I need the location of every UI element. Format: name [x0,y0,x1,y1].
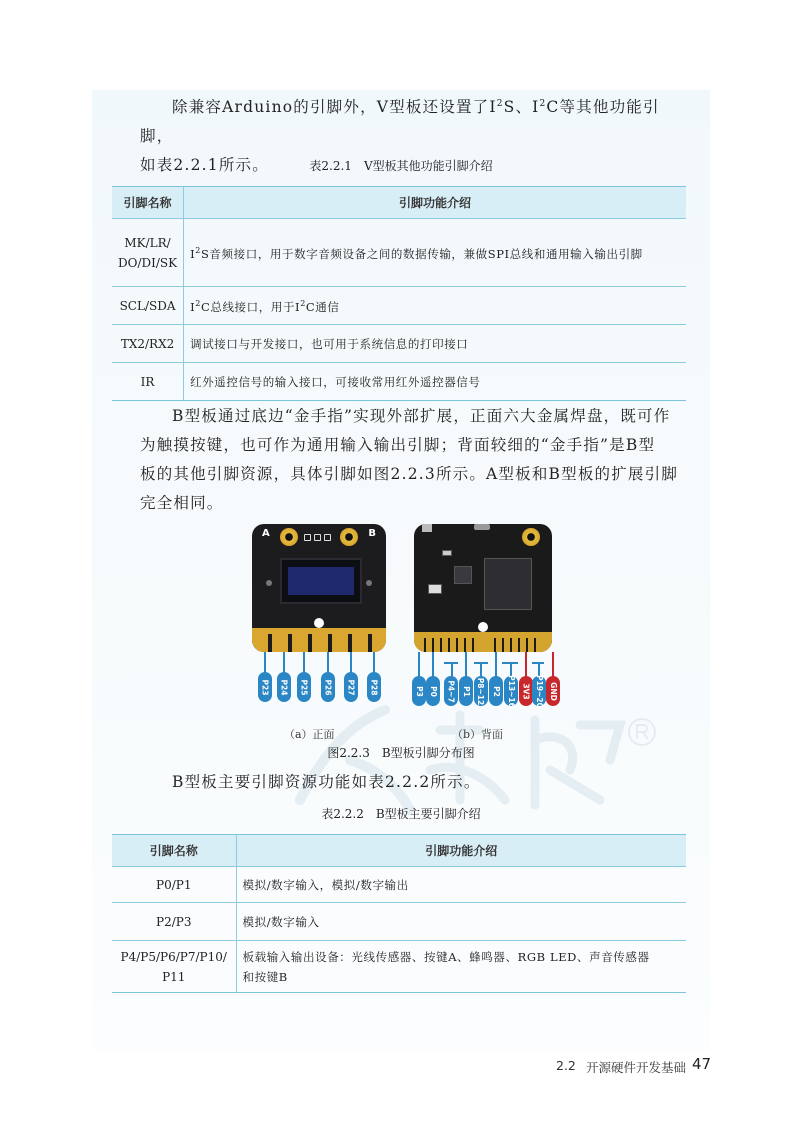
table-row: IR 红外遥控信号的输入接口，可接收常用红外遥控器信号 [112,363,686,401]
table-row: TX2/RX2 调试接口与开发接口，也可用于系统信息的打印接口 [112,325,686,363]
footer-section-title: 开源硬件开发基础 [586,1060,687,1075]
table2-header-name: 引脚名称 [112,835,236,867]
wifi-module [484,558,532,610]
table1-caption: 表2.2.1 V型板其他功能引脚介绍 [309,159,493,173]
pin-label-p1: P1 [459,676,473,706]
table1-header-name: 引脚名称 [112,187,184,219]
footer-section-number: 2.2 [556,1058,576,1073]
board-letter-a: A [262,528,270,539]
oled-display [280,558,362,604]
figure-caption: 图2.2.3 B型板引脚分布图 [327,746,475,760]
pin-label-p8-12: P8~12 [474,676,488,706]
board-front-image [252,524,386,652]
pin-label-p28: P28 [367,672,381,702]
pin-label-p24: P24 [277,672,291,702]
table1-header-desc: 引脚功能介绍 [184,187,686,219]
body-paragraph-table-ref: B型板主要引脚资源功能如表2.2.2所示。 [172,773,481,791]
board-letter-b: B [368,528,376,539]
table-row: SCL/SDA $I^2C$总线接口，用于$I^2C$通信 [112,287,686,325]
table2-caption: 表2.2.2 B型板主要引脚介绍 [321,807,481,821]
pin-label-p23: P23 [258,672,272,702]
pin-label-p26: P26 [321,672,335,702]
pin-label-gnd: GND [546,676,560,706]
board-back-image [414,524,552,652]
table-row: P0/P1 模拟/数字输入，模拟/数字输出 [112,867,686,903]
pin-label-3v3: 3V3 [519,676,533,706]
pin-label-p4-7: P4~7 [444,676,458,706]
pin-label-p3: P3 [412,676,426,706]
touch-pad [280,528,298,546]
pin-label-p19-20: P19~20 [532,676,546,706]
subcaption-back: （b）背面 [452,728,504,741]
page-number: 47 [692,1055,712,1073]
pin-label-p0: P0 [426,676,440,706]
table-row: P2/P3 模拟/数字输入 [112,903,686,941]
pin-label-p2: P2 [489,676,503,706]
table-2-2-2 [112,834,686,993]
table-row: MK/LR/ DO/DI/SK $I^2S$音频接口，用于数字音频设备之间的数据传输，兼做SPI总线和通用输入输出引脚 [112,219,686,287]
pin-label-p25: P25 [297,672,311,702]
subcaption-front: （a）正面 [284,728,335,741]
touch-pad [340,528,358,546]
table-row: P4/P5/P6/P7/P10/ P11 板载输入输出设备：光线传感器、按键A、蜂鸣器、RGB LED、声音传感器 和按键B [112,941,686,993]
figure-2-2-3 [240,520,560,742]
touch-pad [522,528,540,546]
pin-label-p27: P27 [344,672,358,702]
table2-header-desc: 引脚功能介绍 [236,835,686,867]
table-2-2-1 [112,186,686,401]
pin-label-p13-16: P13~16 [504,676,518,706]
body-paragraph-gold-finger: B型板通过底边“金手指”实现外部扩展，正面六大金属焊盘，既可作 为触摸按键，也可作为通用输入输出引脚；背面较细的“金手指”是B型 板的其他引脚资源，具体引脚如图2.2.3所示。A型板和B型板的扩展引脚 完全相同。 [140,407,679,512]
intro-paragraph: 除兼容Arduino的引脚外，V型板还设置了$I^2S$、$I^2C$等其他功能引脚， 如表2.2.1所示。 [140,98,660,175]
